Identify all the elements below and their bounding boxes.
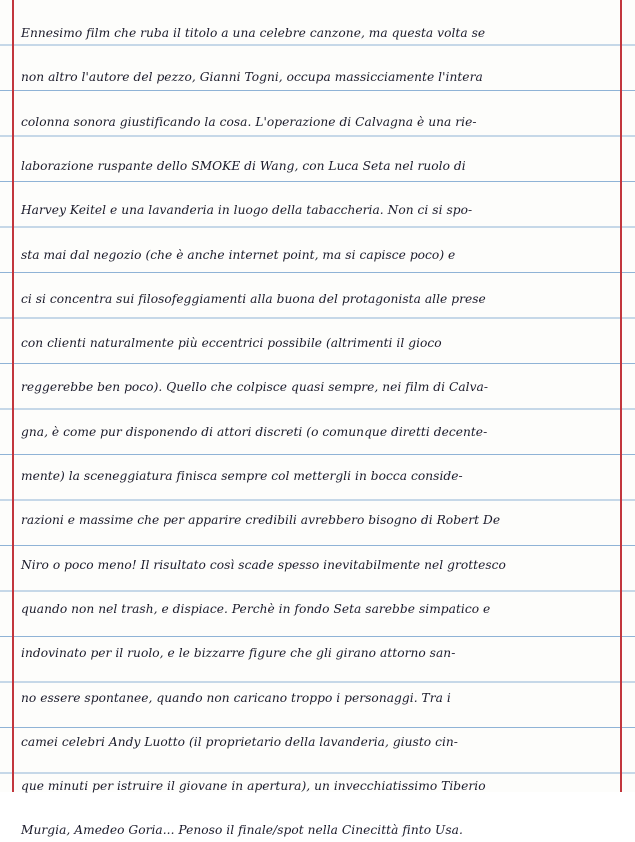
text-line: reggerebbe ben poco). Quello che colpisce quasi sempre, nei film di Calva- <box>21 380 489 395</box>
text-line: Harvey Keitel e una lavanderia in luogo della tabaccheria. Non ci si spo- <box>21 203 473 218</box>
text-line: razioni e massime che per apparire credibili avrebbero bisogno di Robert De <box>21 513 501 528</box>
text-line: con clienti naturalmente più eccentrici possibile (altrimenti il gioco <box>21 336 442 351</box>
text-line: Ennesimo film che ruba il titolo a una celebre canzone, ma questa volta se <box>21 26 486 41</box>
text-line: que minuti per istruire il giovane in apertura), un invecchiatissimo Tiberio <box>21 779 486 794</box>
text-line: non altro l'autore del pezzo, Gianni Togni, occupa massicciamente l'intera <box>21 70 483 85</box>
left-margin-line <box>12 0 14 792</box>
text-line: quando non nel trash, e dispiace. Perchè in fondo Seta sarebbe simpatico e <box>21 601 491 616</box>
handwritten-review-text <box>17 0 615 842</box>
text-line: mente) la sceneggiatura finisca sempre col mettergli in bocca conside- <box>21 469 463 484</box>
text-line: camei celebri Andy Luotto (il proprietario della lavanderia, giusto cin- <box>21 734 458 749</box>
text-line: indovinato per il ruolo, e le bizzarre figure che gli girano attorno san- <box>21 646 456 661</box>
text-line: Murgia, Amedeo Goria... Penoso il finale/spot nella Cinecittà finto Usa. <box>21 823 463 838</box>
text-line: colonna sonora giustificando la cosa. L'operazione di Calvagna è una rie- <box>21 114 477 129</box>
text-line: ci si concentra sui filosofeggiamenti alla buona del protagonista alle prese <box>21 291 486 306</box>
text-line: no essere spontanee, quando non caricano troppo i personaggi. Tra i <box>21 690 451 705</box>
text-line: laborazione ruspante dello SMOKE di Wang, con Luca Seta nel ruolo di <box>21 158 466 173</box>
text-line: Niro o poco meno! Il risultato così scade spesso inevitabilmente nel grottesco <box>21 557 506 572</box>
right-margin-line <box>620 0 622 792</box>
text-line: sta mai dal negozio (che è anche internet point, ma si capisce poco) e <box>21 247 456 262</box>
text-line: gna, è come pur disponendo di attori discreti (o comunque diretti decente- <box>21 424 488 439</box>
